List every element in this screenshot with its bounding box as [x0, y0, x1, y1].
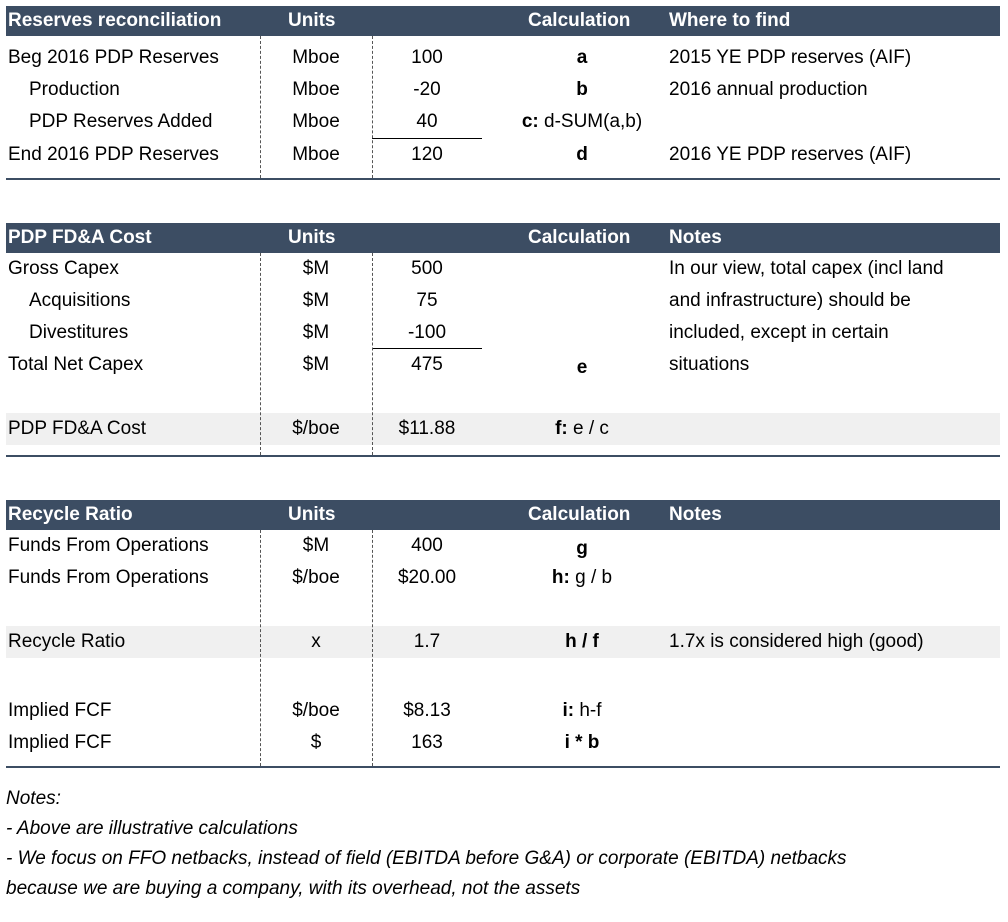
row-label: Acquisitions	[29, 290, 131, 311]
row-value: 163	[411, 732, 443, 753]
row-unit: Mboe	[292, 144, 340, 165]
table-row	[6, 695, 1000, 727]
row-value: 475	[411, 354, 443, 375]
reserves-table	[6, 6, 1000, 180]
row-label: PDP Reserves Added	[29, 111, 213, 132]
table-row	[6, 106, 1000, 138]
calculation-header: Calculation	[528, 227, 631, 248]
row-value: -20	[413, 79, 441, 100]
row-unit: $/boe	[292, 418, 340, 439]
row-calculation: e	[576, 357, 588, 378]
row-unit: $M	[302, 535, 330, 556]
row-calculation: h: g / b	[551, 567, 613, 588]
row-note: In our view, total capex (incl land	[669, 258, 944, 279]
row-note: 1.7x is considered high (good)	[669, 631, 924, 652]
row-value: 500	[411, 258, 443, 279]
table-row	[6, 317, 1000, 349]
fda-table	[6, 223, 1000, 457]
row-calculation: h / f	[565, 631, 599, 652]
fda-title: PDP FD&A Cost	[8, 227, 152, 248]
table-row	[6, 253, 1000, 285]
recycle-table	[6, 500, 1000, 768]
row-unit: $	[310, 732, 322, 753]
row-unit: x	[311, 631, 321, 652]
table-row	[6, 562, 1000, 594]
row-unit: $M	[302, 322, 330, 343]
recycle-title: Recycle Ratio	[8, 504, 133, 525]
row-note: 2016 YE PDP reserves (AIF)	[669, 144, 912, 165]
row-label: Implied FCF	[8, 732, 112, 753]
calculation-header: Calculation	[528, 504, 631, 525]
row-note: 2015 YE PDP reserves (AIF)	[669, 47, 912, 68]
column-divider	[372, 253, 373, 455]
row-value: $11.88	[398, 418, 456, 439]
row-value: $8.13	[403, 700, 451, 721]
row-unit: $M	[302, 354, 330, 375]
row-unit: $M	[302, 290, 330, 311]
row-label: Implied FCF	[8, 700, 112, 721]
row-label: Gross Capex	[8, 258, 119, 279]
table-row	[6, 349, 1000, 381]
row-unit: $/boe	[292, 700, 340, 721]
row-calculation: c: d-SUM(a,b)	[521, 111, 643, 132]
row-calculation: g	[576, 538, 588, 559]
notes-line: - We focus on FFO netbacks, instead of field (EBITDA before G&A) or corporate (EBITDA) netbacks	[6, 848, 847, 869]
row-unit: $M	[302, 258, 330, 279]
row-note: 2016 annual production	[669, 79, 868, 100]
table-row	[6, 626, 1000, 658]
row-label: Funds From Operations	[8, 567, 209, 588]
column-divider	[372, 530, 373, 766]
row-label: Total Net Capex	[8, 354, 144, 375]
column-divider	[260, 530, 261, 766]
row-unit: Mboe	[292, 111, 340, 132]
row-note: situations	[669, 354, 750, 375]
notes-header: Notes	[669, 504, 722, 525]
table-row	[6, 413, 1000, 445]
row-calculation: b	[576, 79, 588, 100]
notes-header: Notes	[669, 227, 722, 248]
row-unit: Mboe	[292, 47, 340, 68]
table-row	[6, 530, 1000, 562]
row-label: Production	[29, 79, 120, 100]
row-unit: $/boe	[292, 567, 340, 588]
table-row	[6, 285, 1000, 317]
row-value: -100	[407, 322, 447, 343]
row-calculation: i * b	[564, 732, 600, 753]
reserves-title: Reserves reconciliation	[8, 10, 222, 31]
notes-title: Notes:	[6, 788, 61, 809]
row-label: Divestitures	[29, 322, 129, 343]
row-value: 400	[411, 535, 443, 556]
row-note: and infrastructure) should be	[669, 290, 911, 311]
row-calculation: f: e / c	[555, 418, 609, 439]
column-divider	[260, 253, 261, 455]
row-value: 100	[411, 47, 443, 68]
table-row	[6, 727, 1000, 759]
row-value: 120	[411, 144, 443, 165]
column-divider	[372, 36, 373, 178]
row-value: 40	[416, 111, 438, 132]
table-bottom-border	[6, 455, 1000, 457]
row-calculation: a	[576, 47, 588, 68]
table-bottom-border	[6, 766, 1000, 768]
calculation-header: Calculation	[528, 10, 631, 31]
row-value: $20.00	[397, 567, 457, 588]
table-bottom-border	[6, 178, 1000, 180]
row-calculation: d	[576, 144, 588, 165]
units-header: Units	[288, 10, 336, 31]
units-header: Units	[288, 504, 336, 525]
table-row	[6, 42, 1000, 74]
row-label: PDP FD&A Cost	[8, 418, 146, 439]
row-label: Funds From Operations	[8, 535, 209, 556]
row-unit: Mboe	[292, 79, 340, 100]
row-note: included, except in certain	[669, 322, 889, 343]
row-label: End 2016 PDP Reserves	[8, 144, 219, 165]
fda-header	[6, 223, 1000, 253]
table-row	[6, 139, 1000, 171]
table-row	[6, 74, 1000, 106]
recycle-header	[6, 500, 1000, 530]
units-header: Units	[288, 227, 336, 248]
where-to-find-header: Where to find	[669, 10, 791, 31]
reserves-header	[6, 6, 1000, 36]
row-calculation: i: h-f	[562, 700, 602, 721]
notes-line: because we are buying a company, with its overhead, not the assets	[6, 878, 581, 899]
row-value: 75	[416, 290, 438, 311]
column-divider	[260, 36, 261, 178]
row-label: Beg 2016 PDP Reserves	[8, 47, 219, 68]
row-label: Recycle Ratio	[8, 631, 126, 652]
notes-section	[6, 784, 1000, 904]
notes-line: - Above are illustrative calculations	[6, 818, 298, 839]
row-value: 1.7	[413, 631, 441, 652]
